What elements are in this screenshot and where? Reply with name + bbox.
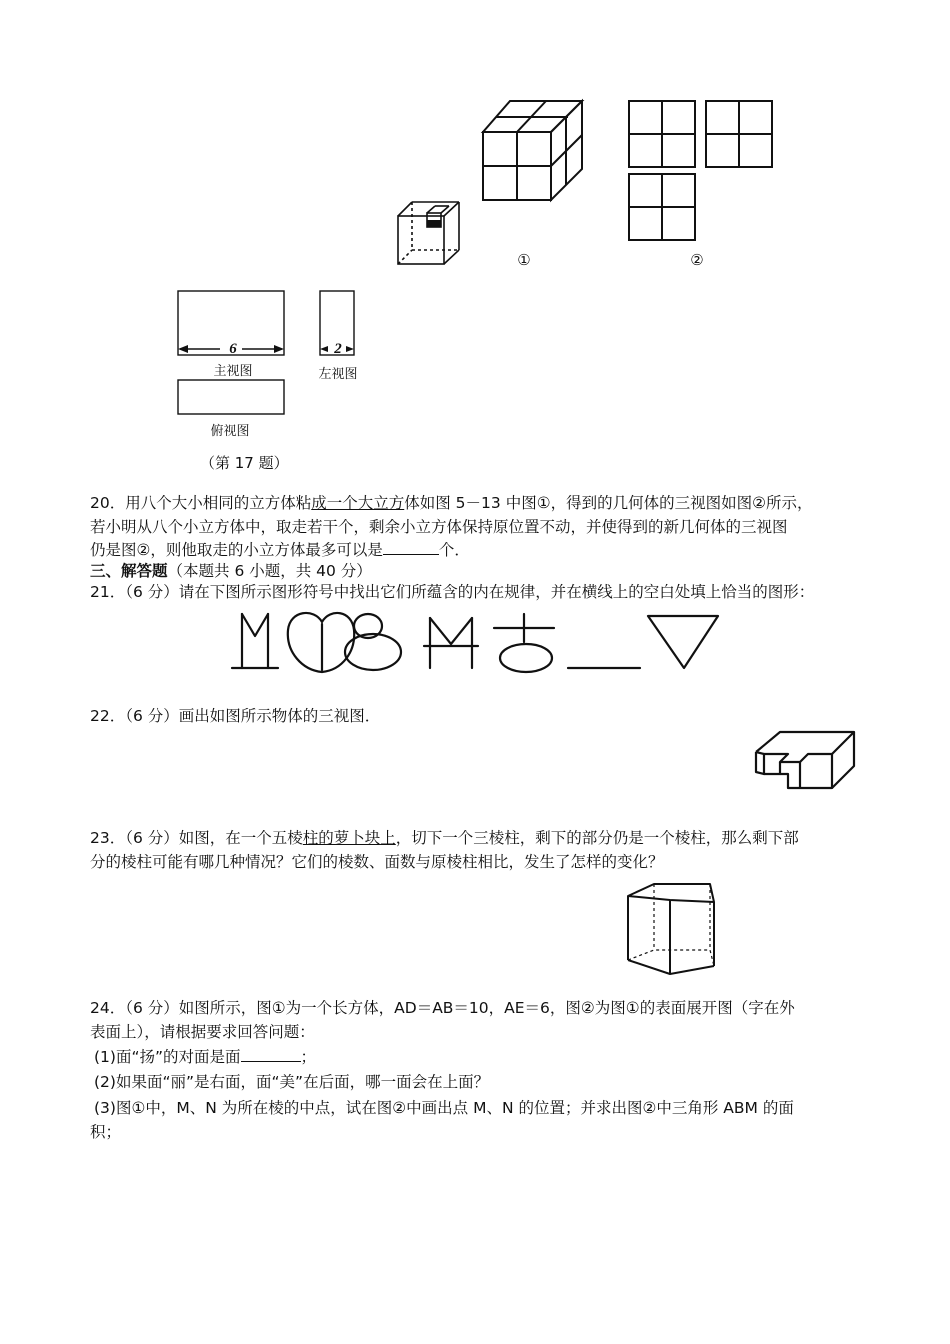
left-view-dimension: 2 (334, 341, 342, 357)
q20-answer-blank[interactable] (383, 538, 439, 555)
q24-line-1: 24．（6 分）如图所示，图①为一个长方体，AD＝AB＝10，AE＝6，图②为图①的表面展开图（字在外 (90, 999, 795, 1017)
q21-symbol-1 (232, 614, 278, 668)
q23-line-1 (90, 826, 870, 850)
top-view-drawing (176, 378, 288, 418)
q24-sub-3-line-1: (3)图①中，M、N 为所在棱的中点，试在图②中画出点 M、N 的位置；并求出图②中三角形 ABM 的面 (94, 1099, 794, 1117)
q23-line-2: 分的棱柱可能有哪几种情况？它们的棱数、面数与原棱柱相比，发生了怎样的变化？ (90, 853, 664, 871)
q24-sub-1 (94, 1045, 874, 1069)
q24-sub1-answer-blank[interactable] (241, 1045, 301, 1062)
section-3-note: （本题共 6 小题，共 40 分） (167, 562, 372, 580)
q23-line1-prefix: 23．（6 分）如图，在一个五棱 (90, 829, 303, 847)
q23-pentagonal-prism (624, 880, 720, 978)
q23-line1-suffix: ，切下一个三棱柱，剩下的部分仍是一个棱柱，那么剩下部 (395, 829, 799, 847)
q23-line1-underlined: 柱的萝卜块上 (302, 829, 396, 847)
q20-line-1 (90, 491, 870, 515)
three-view-grids-figure-2 (626, 98, 776, 242)
q22-text: 22．（6 分）画出如图所示物体的三视图． (90, 707, 381, 725)
q21-symbol-5 (494, 614, 554, 672)
figure-17-caption: （第 17 题） (200, 454, 289, 472)
q24-sub-2: (2)如果面“丽”是右面，面“美”在后面，哪一面会在上面？ (94, 1073, 490, 1091)
q21-text: 21．（6 分）请在下图所示图形符号中找出它们所蕴含的内在规律，并在横线上的空白处填上恰当的图形： (90, 583, 815, 601)
q20-line3-suffix: 个． (438, 541, 470, 559)
q21-symbol-sequence (228, 604, 728, 680)
q20-line1-underlined: 成一个大立方 (311, 494, 405, 512)
front-view-label: 主视图 (213, 364, 253, 379)
q20-line1-prefix: 20．用八个大小相同的立方体粘 (90, 494, 312, 512)
q24-sub-3-line-2: 积； (90, 1123, 122, 1141)
left-view-label: 左视图 (318, 367, 358, 382)
top-view-label: 俯视图 (210, 424, 250, 439)
q21-symbol-4 (424, 618, 478, 668)
figure-label-1: ① (517, 253, 531, 269)
front-view-dimension: 6 (229, 341, 237, 357)
q21-symbol-2 (288, 613, 354, 672)
q24-sub1-prefix: (1)面“扬”的对面是面 (94, 1048, 241, 1066)
figure-label-2: ② (690, 253, 704, 269)
q20-line1-suffix: 体如图 5－13 中图①，得到的几何体的三视图如图②所示， (404, 494, 813, 512)
q24-line-2: 表面上），请根据要求回答问题： (90, 1023, 315, 1041)
small-cube-with-notch (393, 198, 465, 268)
q20-line-2: 若小明从八个小立方体中，取走若干个，剩余小立方体保持原位置不动，并使得到的新几何体的三视图 (90, 518, 788, 536)
q24-sub1-suffix: ； (300, 1048, 317, 1066)
q22-l-shaped-block (752, 728, 862, 806)
section-3-title: 三、解答题 (90, 562, 168, 580)
q20-line3-prefix: 仍是图②，则他取走的小立方体最多可以是 (90, 541, 383, 559)
big-cube-figure-1 (480, 98, 586, 204)
q21-symbol-6 (648, 616, 718, 668)
